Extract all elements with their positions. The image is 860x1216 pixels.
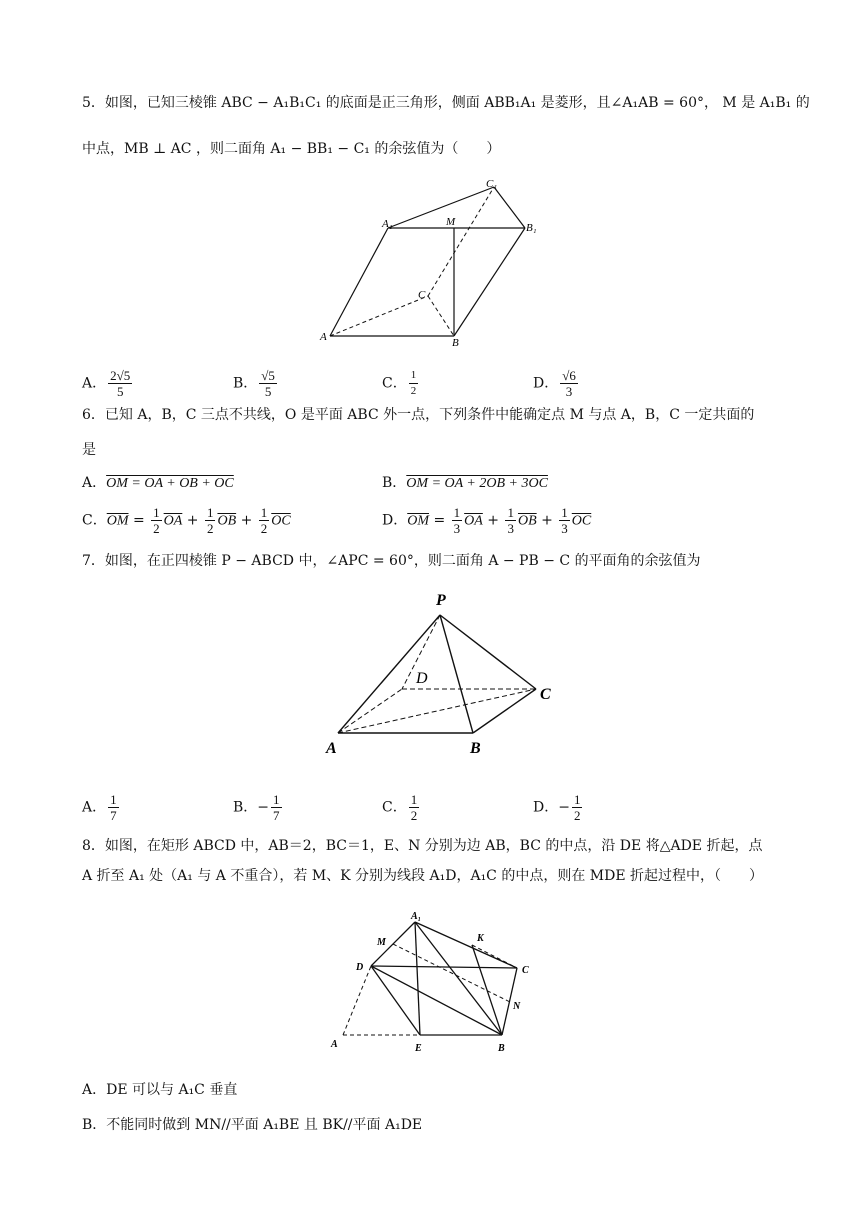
q7-option-c[interactable]: C． $\frac{1}{2}$ xyxy=(382,792,418,823)
q7-stem-line1: 7．如图，在正四棱锥 P − ABCD 中，∠APC = 60°，则二面角 A − PB − C 的平面角的余弦值为 xyxy=(82,553,701,569)
q8-label-c: C xyxy=(522,965,529,976)
q8-stem-line2: A 折至 A₁ 处（A₁ 与 A 不重合），若 M、K 分别为线段 A₁D，A₁C 的中点，则在 MDE 折起过程中，（ ） xyxy=(82,868,764,884)
q8-label-a: A xyxy=(331,1039,338,1050)
q5-option-b[interactable]: B． $\frac{√5}{5}$ xyxy=(233,368,275,399)
q8-label-d: D xyxy=(356,962,364,973)
q6-stem-line1: 6．已知 A，B，C 三点不共线，O 是平面 ABC 外一点，下列条件中能确定点 M 与点 A，B，C 一定共面的 xyxy=(82,407,755,423)
q8-label-b: B xyxy=(498,1043,505,1054)
q8-label-e: E xyxy=(415,1043,422,1054)
q6-option-d[interactable]: D．$\overline{OM}$ = $\frac{1}{3}$ $\overline{OA}$ + $\frac{1}{3}$ $\overline{OB}$ + $\frac{1}{3}$ $\overline{OC}$ xyxy=(382,505,592,536)
q5-stem-line2: 中点，MB ⊥ AC ，则二面角 A₁ − BB₁ − C₁ 的余弦值为（ ） xyxy=(82,141,501,157)
q7-label-a: A xyxy=(326,740,337,757)
q5-label-b: B xyxy=(452,337,459,349)
q7-label-d: D xyxy=(416,670,428,687)
q8-option-b[interactable]: B．不能同时做到 MN//平面 A₁BE 且 BK//平面 A₁DE xyxy=(82,1117,423,1133)
q5-label-m: M xyxy=(446,216,456,228)
q5-option-c[interactable]: C． $\frac{1}{2}$ xyxy=(382,369,417,397)
q7-label-p: P xyxy=(436,592,446,609)
q7-option-b[interactable]: B．− $\frac{1}{7}$ xyxy=(233,792,280,823)
q8-stem-line1: 8．如图，在矩形 ABCD 中，AB＝2，BC＝1，E、N 分别为边 AB，BC 的中点，沿 DE 将△ADE 折起，点 xyxy=(82,838,763,854)
q7-option-d[interactable]: D．− $\frac{1}{2}$ xyxy=(533,792,581,823)
q6-option-c[interactable]: C．$\overline{OM}$ = $\frac{1}{2}$ $\overline{OA}$ + $\frac{1}{2}$ $\overline{OB}$ + $\frac{1}{2}$ $\overline{OC}$ xyxy=(82,505,291,536)
q8-label-k: K xyxy=(477,933,484,944)
q6-option-a[interactable]: A．OM = OA + OB + OC xyxy=(82,475,234,491)
q5-label-a: A xyxy=(320,331,327,343)
q8-label-n: N xyxy=(513,1001,521,1012)
q7-pyramid-figure xyxy=(318,585,568,760)
q8-label-m: M xyxy=(377,937,386,948)
q8-label-a1: A₁ xyxy=(411,911,422,922)
q5-label-c1: C₁ xyxy=(486,178,498,190)
q5-stem-line1: 5．如图，已知三棱锥 ABC − A₁B₁C₁ 的底面是正三角形，侧面 ABB₁A₁ 是菱形，且∠A₁AB = 60°， M 是 A₁B₁ 的 xyxy=(82,95,810,111)
q7-option-a[interactable]: A． $\frac{1}{7}$ xyxy=(82,792,117,823)
q7-label-c: C xyxy=(540,686,551,703)
q6-stem-line2: 是 xyxy=(82,442,96,458)
q5-label-b1: B₁ xyxy=(526,222,537,234)
q5-prism-figure xyxy=(318,175,548,350)
q5-label-c: C xyxy=(418,289,426,301)
q8-fold-figure xyxy=(325,905,550,1060)
q5-option-a[interactable]: A． $\frac{2√5}{5}$ xyxy=(82,368,131,399)
q5-label-a1: A₁ xyxy=(382,218,393,230)
q6-option-b[interactable]: B．OM = OA + 2OB + 3OC xyxy=(382,475,548,491)
q5-option-d[interactable]: D． $\frac{√6}{3}$ xyxy=(533,368,576,399)
q8-option-a[interactable]: A．DE 可以与 A₁C 垂直 xyxy=(82,1082,238,1098)
q7-label-b: B xyxy=(470,740,481,757)
